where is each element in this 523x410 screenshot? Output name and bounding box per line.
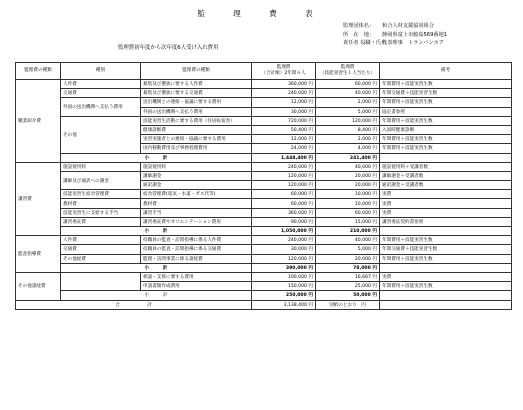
note-cell: 年間費用＋技能実習生数 (380, 98, 512, 107)
detail-cell: 国内移動費用及び事務処理費用 (141, 144, 252, 153)
per-person-cell: 20,000 円 (316, 254, 380, 263)
detail-cell: 健康診断費 (141, 125, 252, 134)
org-key: 所 在 地： (343, 31, 375, 38)
per-person-cell: 5,000 円 (316, 245, 380, 254)
amount-cell: 12,000 円 (252, 98, 316, 107)
subtotal-row (16, 227, 512, 236)
table-row (16, 208, 512, 217)
org-key: 責任者 役職・氏名 (343, 40, 387, 47)
amount-cell: 60,000 円 (252, 190, 316, 199)
table-row (16, 162, 512, 171)
amount-cell: 240,000 円 (252, 236, 316, 245)
kind-cell (61, 272, 141, 290)
detail-cell: 通訳謝金 (141, 181, 252, 190)
amount-cell: 50,400 円 (252, 125, 316, 134)
note-cell: 年間費用＋技能実習生数 (380, 116, 512, 125)
org-value: 代表理事 トランバンホア (382, 40, 444, 47)
per-person-cell: 2,000 円 (316, 98, 380, 107)
amount-cell: 90,000 円 (252, 217, 316, 226)
per-person-cell: 20,000 円 (316, 181, 380, 190)
total-per-person: 別紙のとおり 円 (316, 300, 380, 309)
kind-cell: 交通費 (61, 245, 141, 254)
detail-cell: 施設使用料 (141, 162, 252, 171)
category-cell: 監査指導費 (16, 236, 61, 273)
amount-cell: 100,000 円 (252, 272, 316, 281)
subtotal-row (16, 291, 512, 300)
detail-cell: 申請書類作成費用 (141, 282, 252, 291)
subtotal-per-person: 210,000 円 (316, 227, 380, 236)
subtotal-amount: 1,050,000 円 (252, 227, 316, 236)
subtotal-note (380, 227, 512, 236)
detail-cell: 監理・訪問事業に係る諸経費 (141, 254, 252, 263)
amount-cell: 120,000 円 (252, 171, 316, 180)
amount-cell: 360,000 円 (252, 80, 316, 89)
document-title: 監 理 費 表 (197, 9, 326, 18)
amount-cell: 360,000 円 (252, 208, 316, 217)
fee-table (15, 62, 512, 310)
kind-cell: 人件費 (61, 236, 141, 245)
detail-cell: 外国の送出機関へ支払う費用 (141, 107, 252, 116)
kind-cell: 施設使用料 (61, 162, 141, 171)
note-cell: 協定書参照 (380, 107, 512, 116)
per-person-cell: 40,000 円 (316, 236, 380, 245)
kind-cell: 講師及び通訳への謝金 (61, 171, 141, 189)
subtotal-label: 小 計 (61, 263, 252, 272)
amount-cell: 24,000 円 (252, 144, 316, 153)
per-person-cell: 40,000 円 (316, 162, 380, 171)
header-amount-sub: （合計額）2年間６人 (261, 71, 306, 76)
organization-info (343, 22, 447, 48)
total-amount: 3,138,400 円 (252, 300, 316, 309)
per-person-cell: 5,000 円 (316, 107, 380, 116)
kind-cell: その他経費 (61, 254, 141, 263)
amount-cell: 120,000 円 (252, 254, 316, 263)
table-row (16, 272, 512, 281)
org-value: 静岡県富士市鮫島569番地1 (382, 31, 448, 38)
table-row (16, 190, 512, 199)
subtotal-amount: 250,000 円 (252, 291, 316, 300)
org-value: 和合人材支援協同組合 (382, 23, 434, 29)
detail-cell: 募集及び選抜に要する人件費 (141, 80, 252, 89)
table-row (16, 199, 512, 208)
amount-cell: 30,000 円 (252, 107, 316, 116)
header-per-label: 監理費 (340, 65, 355, 70)
kind-cell: 外国の送出機関へ支払う費用 (61, 98, 141, 116)
note-cell: 年間費用＋技能実習生数 (380, 236, 512, 245)
header-per-sub: （技能実習生１人当たり） (319, 71, 376, 76)
table-row (16, 245, 512, 254)
kind-cell: 教材費 (61, 199, 141, 208)
header-amount (252, 63, 316, 80)
total-label: 合 計 (16, 300, 252, 309)
note-cell: 年間費用＋技能実習生数 (380, 282, 512, 291)
detail-cell: 役職員の監査・訪問指導に係る交通費 (141, 245, 252, 254)
per-person-cell: 120,000 円 (316, 116, 380, 125)
kind-cell: 技能実習生宿舎管理費 (61, 190, 141, 199)
total-row (16, 300, 512, 309)
note-cell: 年間費用＋技能実習生数 (380, 254, 512, 263)
subtotal-per-person: 78,000 円 (316, 263, 380, 272)
amount-cell: 150,000 円 (252, 282, 316, 291)
detail-cell: 講師謝金 (141, 171, 252, 180)
subtotal-label: 小 計 (61, 227, 252, 236)
kind-cell: 技能実習生に支給する手当 (61, 208, 141, 217)
note-cell: 年間交通費＋技能実習生数 (380, 89, 512, 98)
per-person-cell: 10,000 円 (316, 199, 380, 208)
detail-cell: 技能実習生活動に要する費用（住居転宿券） (141, 116, 252, 125)
detail-cell: 宿舎管理費(電気・水道・ガス代等) (141, 190, 252, 199)
kind-cell: 交通費 (61, 89, 141, 98)
subtotal-note (380, 153, 512, 162)
subtotal-amount: 1,448,400 円 (252, 153, 316, 162)
detail-cell: 講習委託費やオリエンテーション費用 (141, 217, 252, 226)
table-row (16, 116, 512, 125)
header-detail: 監理費の種類 (141, 63, 252, 80)
table-row (16, 80, 512, 89)
table-row (16, 171, 512, 180)
header-per-person (316, 63, 380, 80)
category-cell: 講習費 (16, 162, 61, 236)
category-cell: 職業紹介費 (16, 80, 61, 163)
table-row (16, 254, 512, 263)
org-row-address (343, 31, 447, 40)
note-cell: 実費 (380, 208, 512, 217)
per-person-cell: 15,000 円 (316, 217, 380, 226)
detail-cell: 相談・支援に要する費用 (141, 272, 252, 281)
detail-cell: 送出機関との連絡・協議に要する費用 (141, 98, 252, 107)
per-person-cell: 20,000 円 (316, 171, 380, 180)
org-key: 監理団体名： (343, 23, 375, 29)
header-category: 監理費の種類 (16, 63, 61, 80)
per-person-cell: 25,000 円 (316, 282, 380, 291)
per-person-cell: 8,400 円 (316, 125, 380, 134)
per-person-cell: 16,667 円 (316, 272, 380, 281)
table-row (16, 98, 512, 107)
note-cell: 年間費用＋技能実習生数 (380, 135, 512, 144)
subtotal-per-person: 241,400 円 (316, 153, 380, 162)
note-cell: 実費 (380, 199, 512, 208)
note-cell: 年間費用＋技能実習生数 (380, 144, 512, 153)
subtotal-row (16, 153, 512, 162)
per-person-cell: 2,000 円 (316, 135, 380, 144)
org-row-representative (343, 39, 447, 48)
kind-cell: 講習委託費 (61, 217, 141, 226)
detail-cell: 講習手当 (141, 208, 252, 217)
category-cell: その他諸経費 (16, 272, 61, 300)
detail-cell: 募集及び選抜に要する交通費 (141, 89, 252, 98)
total-note (380, 300, 512, 309)
subtotal-amount: 390,000 円 (252, 263, 316, 272)
header-note: 備考 (380, 63, 512, 80)
kind-cell: 人件費 (61, 80, 141, 89)
note-cell: 通訳謝金＋受講者数 (380, 181, 512, 190)
table-header-row (16, 63, 512, 80)
subtotal-per-person: 50,000 円 (316, 291, 380, 300)
note-cell: 年間交通費＋技能実習生数 (380, 245, 512, 254)
amount-cell: 30,000 円 (252, 245, 316, 254)
note-cell: 施設使用料＋受講者数 (380, 162, 512, 171)
detail-cell: 役職員の監査・訪問指導に係る人件費 (141, 236, 252, 245)
subtotal-note (380, 263, 512, 272)
amount-cell: 120,000 円 (252, 181, 316, 190)
amount-cell: 720,000 円 (252, 116, 316, 125)
note-cell: 講師謝金＋受講者数 (380, 171, 512, 180)
amount-cell: 240,000 円 (252, 162, 316, 171)
amount-cell: 240,000 円 (252, 89, 316, 98)
detail-cell: 教材費 (141, 199, 252, 208)
note-cell: 入国時健康診断 (380, 125, 512, 134)
per-person-cell: 4,000 円 (316, 144, 380, 153)
subtotal-label: 小 計 (61, 291, 252, 300)
per-person-cell: 60,000 円 (316, 208, 380, 217)
table-row (16, 236, 512, 245)
header-amount-label: 監理費 (276, 65, 291, 70)
detail-cell: 実習実施者との連絡・協議に要する費用 (141, 135, 252, 144)
header-kind: 種別 (61, 63, 141, 80)
table-row (16, 217, 512, 226)
note-cell: 年間費用＋技能実習生数 (380, 80, 512, 89)
kind-cell: その他 (61, 116, 141, 153)
subtotal-note (380, 291, 512, 300)
per-person-cell: 60,000 円 (316, 80, 380, 89)
subtotal-row (16, 263, 512, 272)
document-subtitle: 監理費初年度から次年度6人受け入れ費用 (118, 45, 219, 51)
per-person-cell: 40,000 円 (316, 89, 380, 98)
org-row-name (343, 22, 447, 31)
table-row (16, 89, 512, 98)
amount-cell: 60,000 円 (252, 199, 316, 208)
note-cell: 実費 (380, 272, 512, 281)
subtotal-label: 小 計 (61, 153, 252, 162)
table-body (16, 80, 512, 310)
per-person-cell: 10,000 円 (316, 190, 380, 199)
note-cell: 講習委託契約書参照 (380, 217, 512, 226)
amount-cell: 12,000 円 (252, 135, 316, 144)
note-cell: 実費 (380, 190, 512, 199)
